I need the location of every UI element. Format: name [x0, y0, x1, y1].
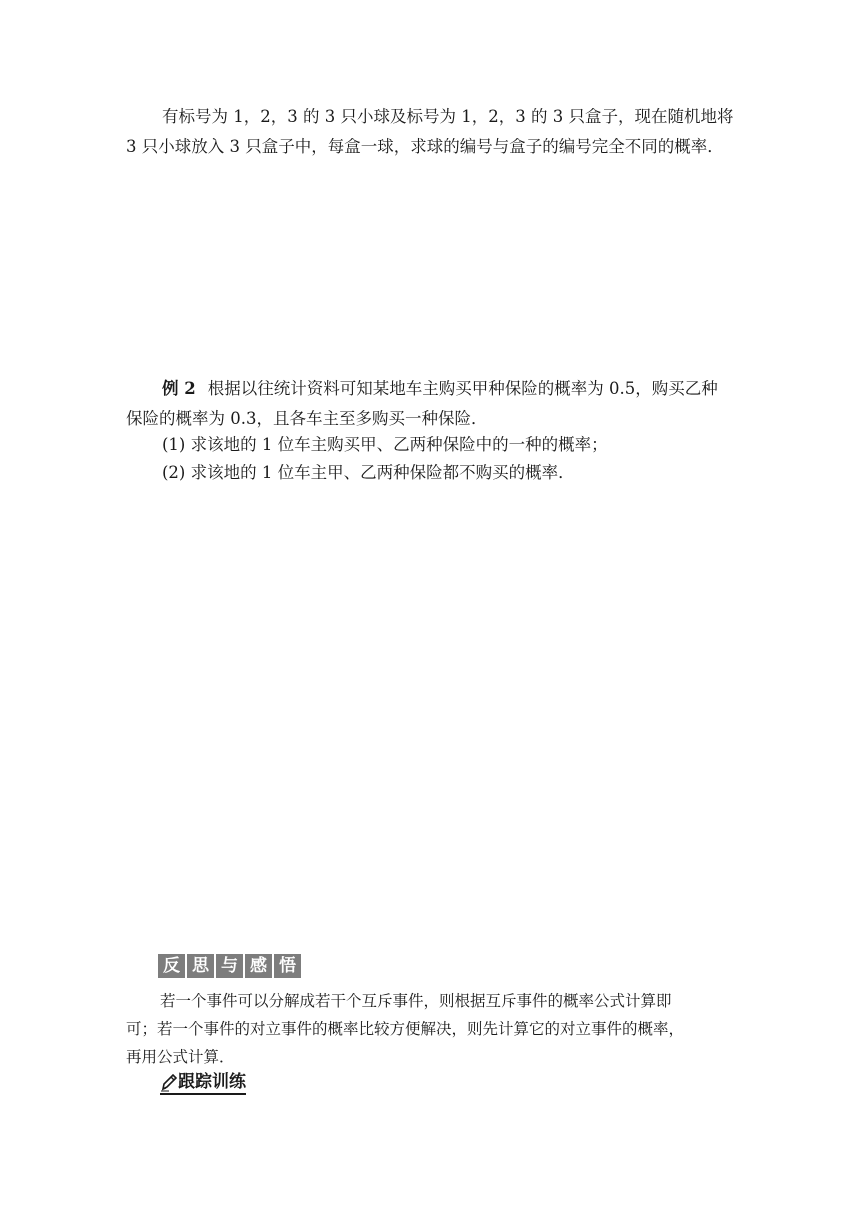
problem-line-1: 有标号为 1，2，3 的 3 只小球及标号为 1，2，3 的 3 只盒子，现在随机地将 — [162, 107, 734, 126]
reflection-char: 反 — [158, 954, 185, 978]
reflection-line-2: 可；若一个事件的对立事件的概率比较方便解决，则先计算它的对立事件的概率， — [126, 1020, 685, 1038]
tracking-training-heading — [160, 1072, 246, 1095]
example-2-question-1: (1) 求该地的 1 位车主购买甲、乙两种保险中的一种的概率； — [162, 435, 608, 454]
reflection-char: 思 — [187, 954, 214, 978]
example-2-text: 根据以往统计资料可知某地车主购买甲种保险的概率为 0.5，购买乙种 — [207, 379, 718, 398]
reflection-line-3: 再用公式计算． — [126, 1048, 235, 1066]
example-2-line-1 — [162, 378, 718, 400]
reflection-char: 感 — [245, 954, 272, 978]
example-2-line-2: 保险的概率为 0.3，且各车主至多购买一种保险． — [126, 409, 488, 428]
pen-icon — [160, 1072, 178, 1092]
reflection-line-1: 若一个事件可以分解成若干个互斥事件，则根据互斥事件的概率公式计算即 — [160, 992, 672, 1010]
reflection-heading — [158, 954, 301, 978]
problem-line-2: 3 只小球放入 3 只盒子中，每盒一球，求球的编号与盒子的编号完全不同的概率． — [126, 137, 724, 156]
reflection-char: 悟 — [274, 954, 301, 978]
tracking-training-label: 跟踪训练 — [178, 1072, 246, 1092]
reflection-char: 与 — [216, 954, 243, 978]
example-2-question-2: (2) 求该地的 1 位车主甲、乙两种保险都不购买的概率． — [162, 463, 575, 482]
example-2-label: 例 2 — [162, 379, 196, 398]
